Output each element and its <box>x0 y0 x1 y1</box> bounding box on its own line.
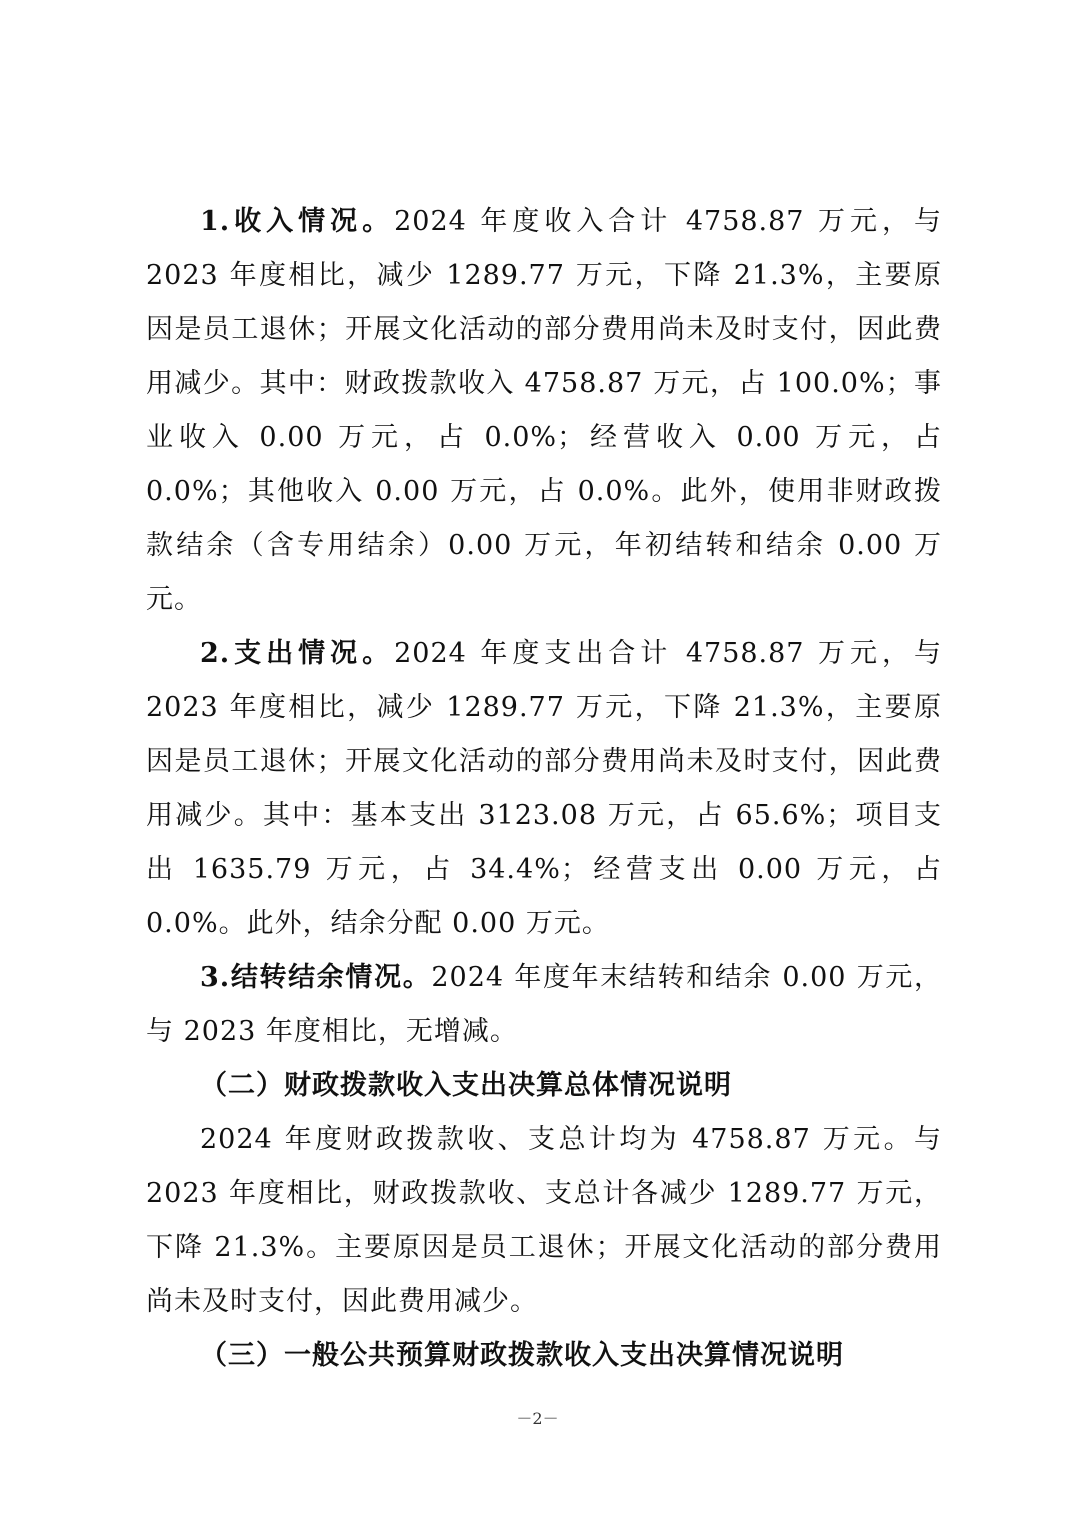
fiscal-summary-paragraph: 2024 年度财政拨款收、支总计均为 4758.87 万元。与 2023 年度相比，财政拨款收、支总计各减少 1289.77 万元，下降 21.3%。主要原因是员工退休；开展文化活动的部分费用尚未及时支付，因此费用减少。 <box>146 1124 942 1317</box>
income-text: 2024 年度收入合计 4758.87 万元，与 2023 年度相比，减少 1289.77 万元，下降 21.3%，主要原因是员工退休；开展文化活动的部分费用尚未及时支付，因此费用减少。其中：财政拨款收入 4758.87 万元，占 100.0%；事业收入 0.00 万元，占 0.0%；经营收入 0.00 万元，占 0.0%；其他收入 0.00 万元，占 0.0%。此外，使用非财政拨款结余（含专用结余）0.00 万元，年初结转和结余 0.00 万元。 <box>146 206 942 615</box>
balance-lead: 3.结转结余情况。 <box>200 962 432 993</box>
page-number: －2－ <box>516 1409 559 1428</box>
income-paragraph <box>146 195 942 627</box>
expenditure-paragraph <box>146 627 942 951</box>
income-lead: 1.收入情况。 <box>200 206 395 237</box>
expenditure-text: 2024 年度支出合计 4758.87 万元，与 2023 年度相比，减少 1289.77 万元，下降 21.3%，主要原因是员工退休；开展文化活动的部分费用尚未及时支付，因此费用减少。其中：基本支出 3123.08 万元，占 65.6%；项目支出 1635.79 万元，占 34.4%；经营支出 0.00 万元，占 0.0%。此外，结余分配 0.00 万元。 <box>146 638 942 939</box>
section-heading-three: （三）一般公共预算财政拨款收入支出决算情况说明 <box>200 1340 844 1371</box>
expenditure-lead: 2.支出情况。 <box>200 638 395 669</box>
balance-paragraph <box>146 951 942 1059</box>
section-heading-two: （二）财政拨款收入支出决算总体情况说明 <box>200 1070 732 1101</box>
balance-text: 2024 年度年末结转和结余 0.00 万元，与 2023 年度相比，无增减。 <box>146 962 943 1047</box>
document-body <box>146 195 942 1383</box>
